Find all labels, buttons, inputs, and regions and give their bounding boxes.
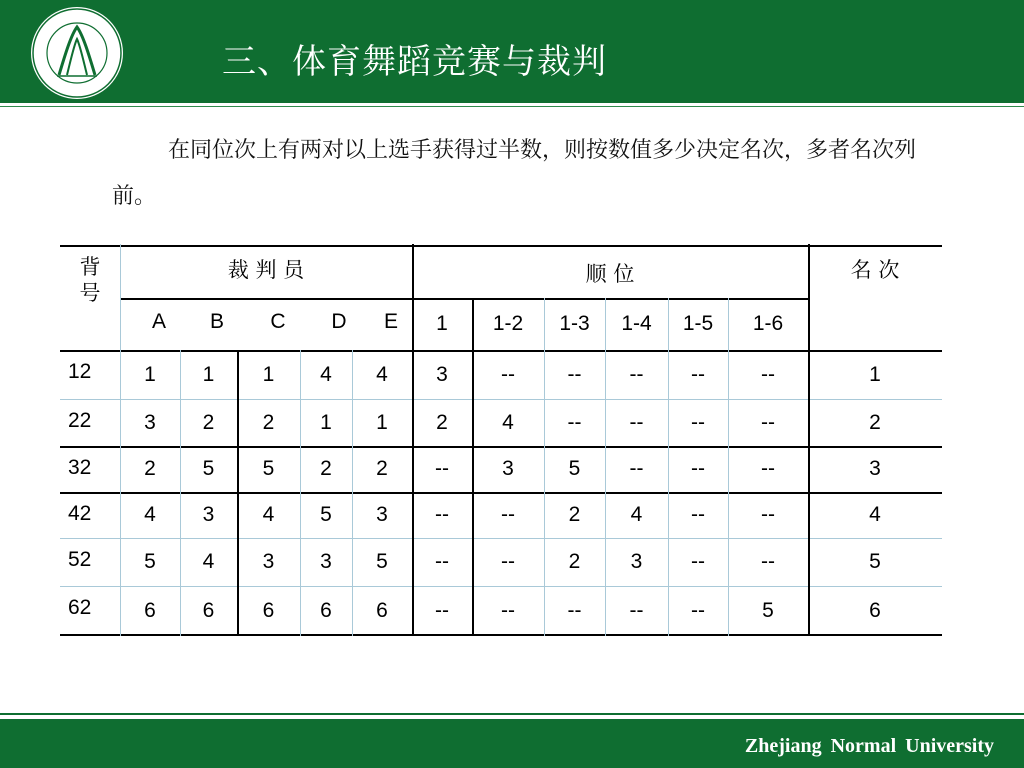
placing-count: 4 [630,503,643,526]
placing-count: 3 [436,362,448,386]
placing-count: -- [629,457,644,480]
placing-count: -- [567,410,582,434]
footer-university-name: Zhejiang Normal University [744,735,994,757]
rank-value: 6 [869,599,881,622]
header-judge-a: A [151,310,166,333]
judge-score: 6 [376,599,388,622]
judge-score: 5 [202,457,215,480]
placing-count: -- [501,599,515,622]
table-rule-v [237,350,239,636]
placing-count: -- [761,410,775,434]
judge-score: 4 [202,550,215,573]
footer-divider [0,713,1024,715]
placing-count: 2 [568,550,581,573]
placing-count: -- [501,503,515,526]
body-paragraph [112,128,942,220]
row-number: 62 [68,596,92,619]
header-place-1: 1-2 [492,312,524,335]
table-rule-v [472,298,474,636]
table-rule-v [412,244,414,636]
judge-score: 2 [376,457,388,480]
placing-count: -- [567,362,582,386]
placing-count: 2 [436,410,448,434]
placing-count: -- [691,410,705,434]
table-rule-v [605,298,606,636]
header-judges: 裁 判 员 [227,258,305,282]
judge-score: 3 [144,410,156,434]
table-rule-h [120,298,808,300]
placing-count: -- [761,457,775,480]
judge-score: 4 [262,503,275,526]
table-rule-v [808,244,810,636]
judge-score: 5 [144,550,156,573]
placing-count: 5 [568,457,581,480]
placing-count: -- [435,550,449,573]
placing-count: -- [567,599,582,622]
judge-score: 3 [320,550,332,573]
placing-count: 4 [502,410,514,434]
placing-count: -- [629,599,644,622]
judge-score: 2 [320,457,332,480]
placing-count: 2 [568,503,581,526]
row-number: 12 [68,360,92,383]
placing-count: -- [691,503,705,526]
placing-count: 3 [630,550,643,573]
placing-count: -- [435,503,449,526]
rank-value: 2 [869,410,881,434]
judge-score: 6 [262,599,275,622]
judge-score: 6 [144,599,156,622]
row-number: 52 [68,548,92,571]
header-judge-d: D [331,310,347,333]
table-rule-v [180,350,181,636]
row-number: 22 [68,409,92,432]
placing-count: -- [761,503,775,526]
table-rule-v [728,298,729,636]
header-place-0: 1 [436,312,448,335]
header-divider [0,101,1024,103]
placing-count: -- [435,599,449,622]
placing-count: -- [501,362,515,386]
rank-value: 1 [869,362,881,386]
table-rule-v [352,350,353,636]
judge-score: 5 [262,457,275,480]
table-rule-v [120,244,121,636]
table-rule-v [544,298,545,636]
judge-score: 3 [202,503,215,526]
header-judge-b: B [209,310,224,333]
judge-score: 2 [144,457,156,480]
judge-score: 2 [202,410,215,434]
judge-score: 1 [376,410,388,434]
header-number: 背号 [79,255,101,305]
judge-score: 1 [202,362,215,386]
placing-count: 3 [502,457,514,480]
header-divider-thin [0,106,1024,107]
table-rule-v [300,350,301,636]
judge-score: 6 [320,599,332,622]
row-number: 42 [68,502,92,525]
placing-count: 5 [762,599,774,622]
placing-count: -- [629,410,644,434]
header-judge-e: E [383,310,398,333]
judge-score: 1 [144,362,156,386]
body-paragraph-text: 在同位次上有两对以上选手获得过半数，则按数值多少决定名次，多者名次列前。 [112,138,917,209]
header-place-5: 1-6 [752,312,784,335]
rank-value: 4 [869,503,881,526]
row-number: 32 [68,456,92,479]
placing-count: -- [691,457,705,480]
placing-count: -- [629,362,644,386]
judge-score: 4 [320,362,332,386]
page-title: 三、体育舞蹈竞赛与裁判 [222,42,607,82]
judge-score: 6 [202,599,215,622]
placing-count: -- [761,362,775,386]
judge-score: 4 [144,503,156,526]
table-rule-v [668,298,669,636]
rank-value: 5 [869,550,881,573]
header-place-3: 1-4 [621,312,652,335]
placing-count: -- [691,599,705,622]
placing-count: -- [691,550,705,573]
judge-score: 3 [376,503,388,526]
header-place-4: 1-5 [682,312,714,335]
judge-score: 5 [320,503,332,526]
judge-score: 2 [262,410,275,434]
judge-score: 1 [320,410,332,434]
placing-count: -- [435,457,449,480]
header-placings: 顺 位 [585,262,635,286]
judge-score: 5 [376,550,388,573]
judge-score: 1 [262,362,275,386]
placing-count: -- [761,550,775,573]
university-logo-icon [29,5,125,101]
judge-score: 4 [376,362,388,386]
placing-count: -- [501,550,515,573]
header-judge-c: C [270,310,286,333]
results-table [60,244,942,636]
header-rank: 名 次 [850,258,900,282]
judge-score: 3 [262,550,275,573]
placing-count: -- [691,362,705,386]
rank-value: 3 [869,457,881,480]
header-place-2: 1-3 [559,312,590,335]
